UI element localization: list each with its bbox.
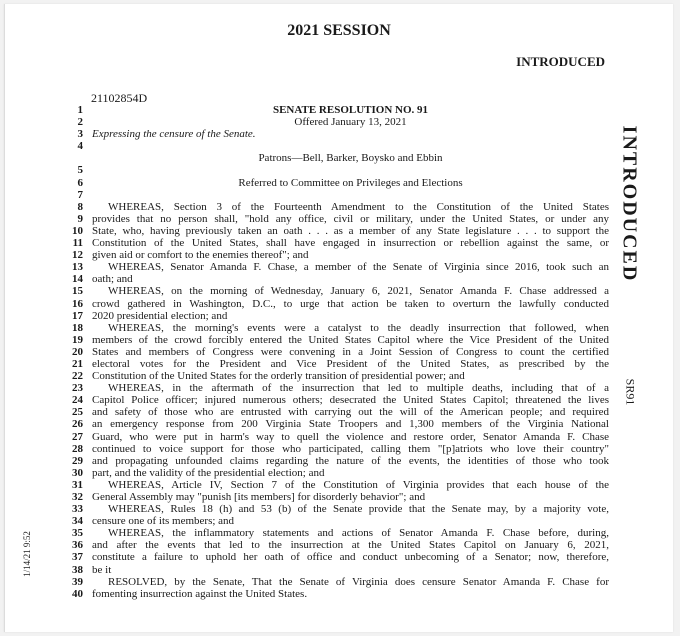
vertical-introduced-text: INTRODUCED — [618, 125, 641, 283]
line-number: 3 — [77, 128, 83, 141]
line-text: and after the events that led to the insurrection at the United States Capitol on January 6, 2021, — [92, 539, 609, 552]
line-text: WHEREAS, Article IV, Section 7 of the Constitution of Virginia provides that each house of the — [108, 478, 609, 491]
line-number: 20 — [72, 345, 83, 358]
line-number: 32 — [72, 491, 83, 503]
line-text: crowd gathered in Washington, D.C., to urge that action be taken to overturn the lawfully conducted — [92, 297, 609, 310]
document-line — [49, 539, 609, 551]
line-number: 7 — [77, 188, 83, 201]
document-page — [4, 4, 673, 632]
status-label: INTRODUCED — [516, 54, 605, 69]
document-line — [49, 225, 609, 237]
line-number: 30 — [72, 466, 83, 479]
line-number: 18 — [72, 321, 83, 334]
document-line — [49, 177, 609, 189]
line-text: given aid or comfort to the enemies thereof"; and — [92, 249, 309, 262]
line-number: 27 — [72, 430, 83, 443]
line-text: Referred to Committee on Privileges and Elections — [238, 176, 463, 189]
line-text: provides that no person shall, "hold any office, civil or military, under the United States, or under any — [92, 212, 609, 225]
document-line — [49, 237, 609, 249]
line-number: 21 — [72, 357, 83, 370]
line-text: Offered January 13, 2021 — [294, 116, 407, 129]
document-line — [49, 249, 609, 261]
line-text: WHEREAS, Section 3 of the Fourteenth Amendment to the Constitution of the United States — [108, 200, 609, 213]
document-line — [49, 455, 609, 467]
document-line — [49, 261, 609, 273]
line-number: 37 — [72, 551, 83, 564]
document-line — [49, 310, 609, 322]
document-line — [49, 431, 609, 443]
document-line — [49, 358, 609, 370]
line-text — [92, 189, 609, 201]
line-text: an emergency response from 200 Virginia State Troopers and 1,300 members of the Virginia National — [92, 418, 609, 431]
document-line — [49, 576, 609, 588]
document-line — [49, 140, 609, 152]
line-text — [92, 164, 609, 176]
line-number: 28 — [72, 442, 83, 455]
line-number: 11 — [72, 237, 83, 250]
line-number: 13 — [72, 261, 83, 274]
line-number: 4 — [77, 140, 83, 153]
line-number: 34 — [72, 515, 83, 528]
document-line — [49, 273, 609, 285]
vertical-introduced-label — [609, 104, 649, 304]
document-line — [49, 394, 609, 406]
line-number: 14 — [72, 273, 83, 286]
line-text: Patrons—Bell, Barker, Boysko and Ebbin — [258, 152, 443, 165]
line-number: 29 — [72, 454, 83, 467]
line-number: 9 — [77, 212, 83, 225]
document-number: 21102854D — [91, 91, 148, 105]
line-text: WHEREAS, in the aftermath of the insurrection that led to multiple deaths, including that of a — [108, 382, 609, 395]
line-text: be it — [92, 563, 112, 576]
line-text: censure one of its members; and — [92, 515, 235, 528]
document-line — [49, 551, 609, 563]
document-line — [49, 503, 609, 515]
document-line — [49, 382, 609, 394]
document-line — [49, 491, 609, 503]
document-line — [49, 201, 609, 213]
line-number: 5 — [77, 164, 83, 177]
line-number: 12 — [72, 249, 83, 262]
document-line — [49, 527, 609, 539]
line-number: 40 — [72, 587, 83, 600]
document-line — [49, 213, 609, 225]
line-number: 1 — [77, 104, 83, 116]
line-text: constitute a failure to uphold her oath of office and conduct unbecoming of a Senator; now, therefore, — [92, 551, 609, 564]
line-text: part, and the validity of the presidential election; and — [92, 466, 325, 479]
line-text: electoral votes for the President and Vice President of the United States, as prescribed by the — [92, 357, 609, 370]
line-number: 23 — [72, 382, 83, 395]
line-number: 6 — [77, 176, 83, 189]
line-number: 17 — [72, 309, 83, 322]
document-line — [49, 418, 609, 430]
line-number: 8 — [77, 200, 83, 213]
line-text: and propagating unfounded claims regarding the nature of the events, the identities of those who took — [92, 454, 609, 467]
line-text: WHEREAS, Rules 18 (h) and 53 (b) of the Senate provide that the Senate may, by a majority vote, — [108, 503, 609, 516]
line-text: State, who, having previously taken an oath . . . as a member of any State legislature . . . to support the — [92, 224, 609, 237]
line-text: members of the crowd forcibly entered the United States Capitol where the Vice President of the United — [92, 333, 609, 346]
line-text: 2020 presidential election; and — [92, 309, 228, 322]
line-number: 25 — [72, 406, 83, 419]
document-line — [49, 588, 609, 600]
line-text: oath; and — [92, 273, 133, 286]
line-number: 31 — [72, 478, 83, 491]
document-line — [49, 406, 609, 418]
line-text: and safety of those who are entrusted with carrying out the will of the American people; and required — [92, 406, 609, 419]
line-text: WHEREAS, the morning's events were a catalyst to the deadly insurrection that followed, when — [108, 321, 609, 334]
line-text: SENATE RESOLUTION NO. 91 — [272, 104, 429, 116]
line-number: 24 — [72, 394, 83, 407]
document-line — [49, 370, 609, 382]
document-line — [49, 443, 609, 455]
line-number: 22 — [72, 370, 83, 383]
line-number: 38 — [72, 563, 83, 576]
line-number: 35 — [72, 527, 83, 540]
bill-code-text: SR91 — [623, 378, 638, 406]
line-text: continued to voice support for those who participated, calling them "[p]atriots who love their country" — [92, 442, 609, 455]
document-line — [49, 104, 609, 116]
line-text: WHEREAS, Senator Amanda F. Chase, a member of the Senate of Virginia since 2016, took such an — [108, 261, 609, 274]
line-number: 10 — [72, 224, 83, 237]
line-text: Guard, who were put in harm's way to quell the violence and restore order, Senator Amanda F. Chase — [92, 430, 609, 443]
line-number: 19 — [72, 333, 83, 346]
document-line — [49, 334, 609, 346]
line-text: fomenting insurrection against the United States. — [92, 587, 308, 600]
document-line — [49, 322, 609, 334]
document-line — [49, 479, 609, 491]
line-number — [49, 152, 92, 164]
line-number: 39 — [72, 575, 83, 588]
document-line — [49, 189, 609, 201]
line-text: Expressing the censure of the Senate. — [92, 128, 256, 141]
line-number: 36 — [72, 539, 83, 552]
line-number: 15 — [72, 285, 83, 298]
line-text: WHEREAS, the inflammatory statements and actions of Senator Amanda F. Chase before, during, — [108, 527, 609, 540]
document-line — [49, 152, 609, 164]
document-line — [49, 116, 609, 128]
bill-code-label — [615, 372, 645, 412]
document-line — [49, 128, 609, 140]
document-line — [49, 285, 609, 297]
line-text: Constitution of the United States for the orderly transition of presidential power; and — [92, 370, 465, 383]
line-number: 16 — [72, 297, 83, 310]
resolution-text — [49, 104, 609, 600]
document-line — [49, 564, 609, 576]
line-number: 26 — [72, 418, 83, 431]
line-text: States and members of Congress were convening in a Joint Session of Congress to count the certified — [92, 345, 609, 358]
document-line — [49, 298, 609, 310]
line-text: Capitol Police officer; injured numerous others; desecrated the United States Capitol; threatened the lives — [92, 394, 609, 407]
line-number: 2 — [77, 116, 83, 129]
document-line — [49, 346, 609, 358]
print-timestamp — [17, 524, 37, 584]
document-line — [49, 467, 609, 479]
line-text: General Assembly may "punish [its members] for disorderly behavior"; and — [92, 491, 426, 503]
document-line — [49, 164, 609, 176]
print-timestamp-text: 1/14/21 9:52 — [22, 531, 32, 577]
line-text: RESOLVED, by the Senate, That the Senate of Virginia does censure Senator Amanda F. Chase for — [108, 575, 609, 588]
document-line — [49, 515, 609, 527]
line-text — [92, 140, 609, 152]
line-number: 33 — [72, 503, 83, 516]
session-title: 2021 SESSION — [287, 22, 391, 39]
line-text: Constitution of the United States, shall have engaged in insurrection or rebellion against the same, or — [92, 237, 609, 250]
line-text: WHEREAS, on the morning of Wednesday, January 6, 2021, Senator Amanda F. Chase addressed a — [108, 285, 609, 298]
